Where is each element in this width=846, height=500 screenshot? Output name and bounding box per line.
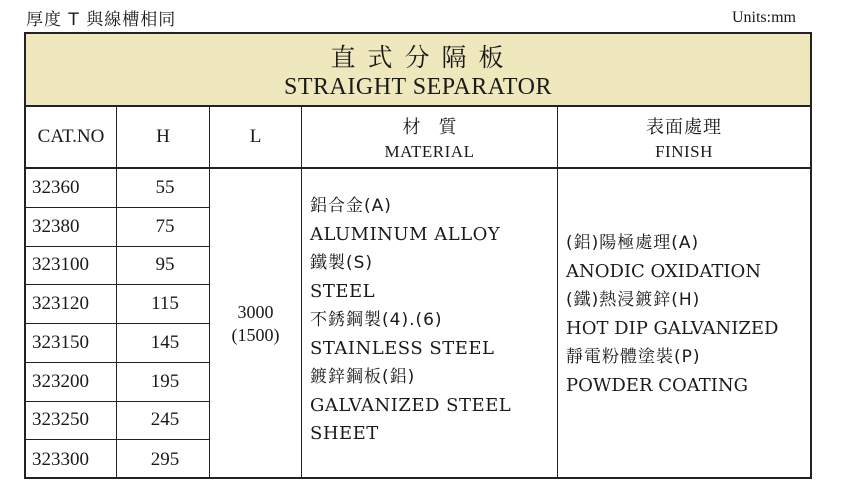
h-cell: 75 (117, 208, 210, 247)
h-cell: 115 (117, 285, 210, 324)
units-label: Units:mm (731, 9, 796, 26)
cat-no-cell: 32360 (26, 169, 117, 208)
title-english: STRAIGHT SEPARATOR (284, 74, 552, 100)
finish-line: HOT DIP GALVANIZED (566, 317, 779, 339)
finish-line: (鋁)陽極處理(A) (566, 233, 700, 253)
length-alt: (1500) (231, 325, 280, 345)
material-line: ALUMINUM ALLOY (310, 223, 501, 245)
thickness-note: 厚度 T 與線槽相同 (26, 10, 177, 30)
cat-no-cell: 32380 (26, 208, 117, 247)
cat-no-cell: 323100 (26, 247, 117, 286)
finish-line: POWDER COATING (566, 374, 749, 396)
material-line: STEEL (310, 280, 376, 302)
h-cell: 55 (117, 169, 210, 208)
material-line: 鍍鋅鋼板(鋁) (310, 367, 416, 387)
header-finish-en: FINISH (655, 141, 713, 161)
finish-line: (鐵)熱浸鍍鋅(H) (566, 290, 701, 310)
header-finish-zh: 表面處理 (646, 116, 722, 138)
material-cell (302, 169, 558, 479)
finish-cell (558, 169, 810, 479)
header-finish (558, 107, 810, 169)
cat-no-cell: 323300 (26, 440, 117, 479)
material-line: GALVANIZED STEEL (310, 394, 512, 416)
h-cell: 95 (117, 247, 210, 286)
h-cell: 195 (117, 363, 210, 402)
material-line: 鋁合金(A) (310, 196, 392, 216)
cat-no-cell: 323120 (26, 285, 117, 324)
header-material-en: MATERIAL (384, 141, 475, 161)
length-main: 3000 (237, 302, 274, 322)
h-cell: 295 (117, 440, 210, 479)
material-line: 不銹鋼製(4).(6) (310, 310, 443, 330)
cat-no-cell: 323200 (26, 363, 117, 402)
finish-line: ANODIC OXIDATION (566, 260, 761, 282)
header-material-zh: 材質 (402, 116, 475, 138)
h-cell: 145 (117, 324, 210, 363)
cat-no-cell: 323250 (26, 402, 117, 441)
spec-table (24, 32, 812, 479)
table-title-header (26, 34, 810, 107)
header-l: L (210, 107, 302, 169)
title-chinese: 直式分隔板 (330, 43, 516, 72)
header-h: H (117, 107, 210, 169)
header-cat-no: CAT.NO (26, 107, 117, 169)
length-cell (210, 169, 302, 479)
header-material (302, 107, 558, 169)
material-line: 鐵製(S) (310, 253, 374, 273)
cat-no-cell: 323150 (26, 324, 117, 363)
finish-line: 靜電粉體塗裝(P) (566, 347, 701, 367)
h-cell: 245 (117, 402, 210, 441)
material-line: STAINLESS STEEL (310, 337, 495, 359)
material-line: SHEET (310, 423, 379, 444)
